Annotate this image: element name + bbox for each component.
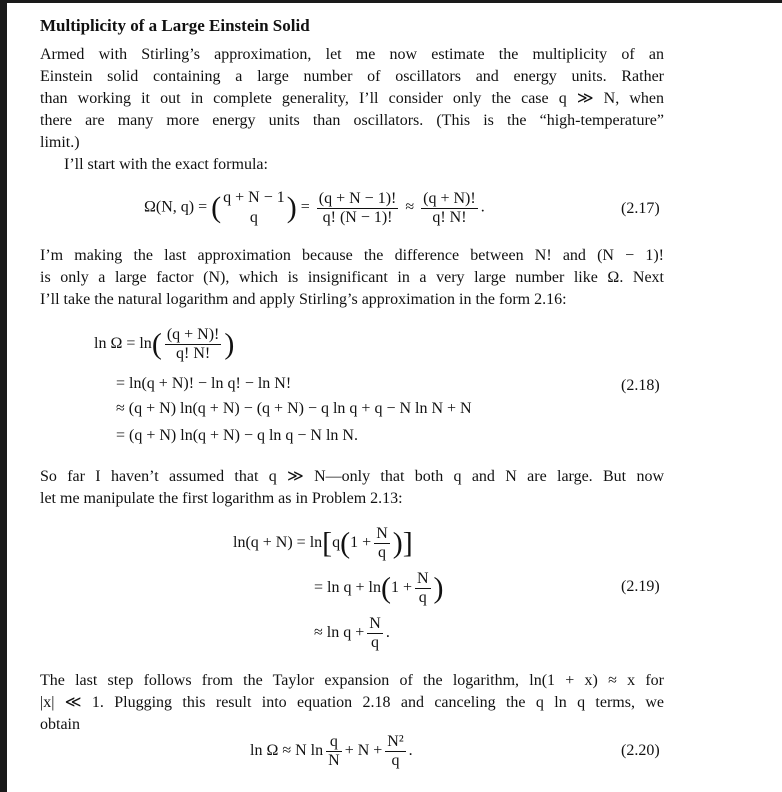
fraction bbox=[317, 190, 399, 227]
left-bracket: [ bbox=[322, 526, 333, 560]
equation-2-19-line2 bbox=[314, 570, 444, 607]
text-line: let me manipulate the first logarithm as in Problem 2.13: bbox=[40, 490, 403, 507]
text-line: limit.) bbox=[40, 134, 80, 151]
paragraph-manipulate bbox=[40, 466, 664, 510]
page-edge-top bbox=[0, 0, 782, 3]
numerator: (q + N − 1)! bbox=[318, 189, 397, 207]
plus-n-plus: + N + bbox=[344, 742, 383, 760]
right-paren: ) bbox=[224, 327, 235, 361]
numerator: N bbox=[416, 570, 429, 587]
fraction bbox=[421, 190, 478, 227]
left-paren: ( bbox=[340, 526, 351, 560]
equation-2-18-line3: ≈ (q + N) ln(q + N) − (q + N) − q ln q + q − N ln N + N bbox=[116, 400, 472, 417]
text-line: |x| ≪ 1. Plugging this result into equation 2.18 and canceling the q ln q terms, we bbox=[40, 694, 664, 711]
numerator: N bbox=[369, 615, 381, 632]
one-plus: 1 + bbox=[390, 579, 412, 597]
equation-number: (2.17) bbox=[621, 200, 660, 217]
equation-2-17 bbox=[144, 188, 485, 228]
eq-lhs: ln(q + N) = ln bbox=[233, 534, 323, 552]
text-line: I’ll take the natural logarithm and apply Stirling’s approximation in the form 2.16: bbox=[40, 291, 567, 308]
denominator: q bbox=[415, 588, 431, 607]
left-paren: ( bbox=[151, 327, 162, 361]
fraction bbox=[415, 570, 431, 607]
right-paren: ) bbox=[286, 191, 297, 224]
paragraph-taylor bbox=[40, 670, 664, 736]
numerator: q bbox=[329, 733, 338, 750]
eq-lhs: ln Ω ≈ N ln bbox=[250, 742, 324, 760]
denominator: q! (N − 1)! bbox=[317, 208, 399, 227]
paragraph-exact-formula bbox=[64, 154, 664, 176]
equation-2-18-line1 bbox=[94, 326, 234, 363]
denominator: q! N! bbox=[165, 344, 222, 363]
q-symbol: q bbox=[332, 534, 341, 552]
eq-lhs: ln Ω = ln bbox=[94, 335, 152, 353]
text-line: obtain bbox=[40, 716, 80, 733]
binom-bottom: q bbox=[249, 209, 258, 226]
denominator: q! N! bbox=[421, 208, 478, 227]
denominator: N bbox=[328, 752, 340, 769]
approx-sign: ≈ bbox=[405, 198, 415, 216]
denominator: q bbox=[374, 543, 390, 562]
one-plus: 1 + bbox=[350, 534, 372, 552]
text-line: Armed with Stirling’s approximation, let me now estimate the multiplicity of an bbox=[40, 46, 664, 63]
fraction bbox=[374, 525, 390, 562]
fraction bbox=[385, 733, 405, 770]
eq-lhs: Ω(N, q) = bbox=[144, 198, 208, 216]
approx-ln-q: ≈ ln q + bbox=[314, 624, 365, 642]
equation-2-20 bbox=[250, 733, 413, 770]
text-line: there are many more energy units than oscillators. (This is the “high-temperature” bbox=[40, 112, 664, 129]
numerator: (q + N)! bbox=[423, 189, 476, 207]
text-line: I’m making the last approximation because the difference between N! and (N − 1)! bbox=[40, 247, 664, 264]
text-line: than working it out in complete generality, I’ll consider only the case q ≫ N, when bbox=[40, 90, 664, 107]
equation-number: (2.19) bbox=[621, 578, 660, 595]
right-bracket: ] bbox=[402, 526, 413, 560]
text-line: I’ll start with the exact formula: bbox=[64, 156, 268, 173]
denominator: q bbox=[385, 751, 405, 770]
numerator: N² bbox=[387, 733, 404, 750]
denominator: q bbox=[367, 633, 383, 652]
ln-q-plus-ln: = ln q + ln bbox=[314, 579, 381, 597]
left-paren: ( bbox=[380, 571, 391, 605]
fraction bbox=[367, 615, 383, 652]
right-paren: ) bbox=[433, 571, 444, 605]
period: . bbox=[408, 742, 413, 760]
right-paren: ) bbox=[392, 526, 403, 560]
section-heading: Multiplicity of a Large Einstein Solid bbox=[40, 16, 310, 35]
equation-2-19-line3 bbox=[314, 615, 390, 652]
equation-2-18-line2: = ln(q + N)! − ln q! − ln N! bbox=[116, 375, 292, 392]
binomial bbox=[223, 188, 285, 228]
numerator: N bbox=[376, 525, 388, 542]
page-edge-left bbox=[0, 0, 7, 792]
text-line: So far I haven’t assumed that q ≫ N—only that both q and N are large. But now bbox=[40, 468, 664, 485]
paragraph-approximation bbox=[40, 245, 664, 311]
period: . bbox=[480, 198, 485, 216]
paragraph-intro bbox=[40, 44, 664, 154]
text-line: The last step follows from the Taylor expansion of the logarithm, ln(1 + x) ≈ x for bbox=[40, 672, 664, 689]
fraction bbox=[165, 326, 222, 363]
binom-top: q + N − 1 bbox=[223, 189, 285, 206]
equation-number: (2.18) bbox=[621, 377, 660, 394]
left-paren: ( bbox=[211, 191, 222, 224]
text-line: is only a large factor (N), which is insignificant in a very large number like Ω. Next bbox=[40, 269, 664, 286]
equals-sign: = bbox=[300, 198, 310, 216]
numerator: (q + N)! bbox=[166, 326, 220, 343]
equation-number: (2.20) bbox=[621, 742, 660, 759]
equation-2-19-line1 bbox=[233, 525, 413, 562]
period: . bbox=[385, 624, 390, 642]
equation-2-18-line4: = (q + N) ln(q + N) − q ln q − N ln N. bbox=[116, 427, 358, 444]
fraction bbox=[326, 733, 342, 770]
text-line: Einstein solid containing a large number of oscillators and energy units. Rather bbox=[40, 68, 664, 85]
